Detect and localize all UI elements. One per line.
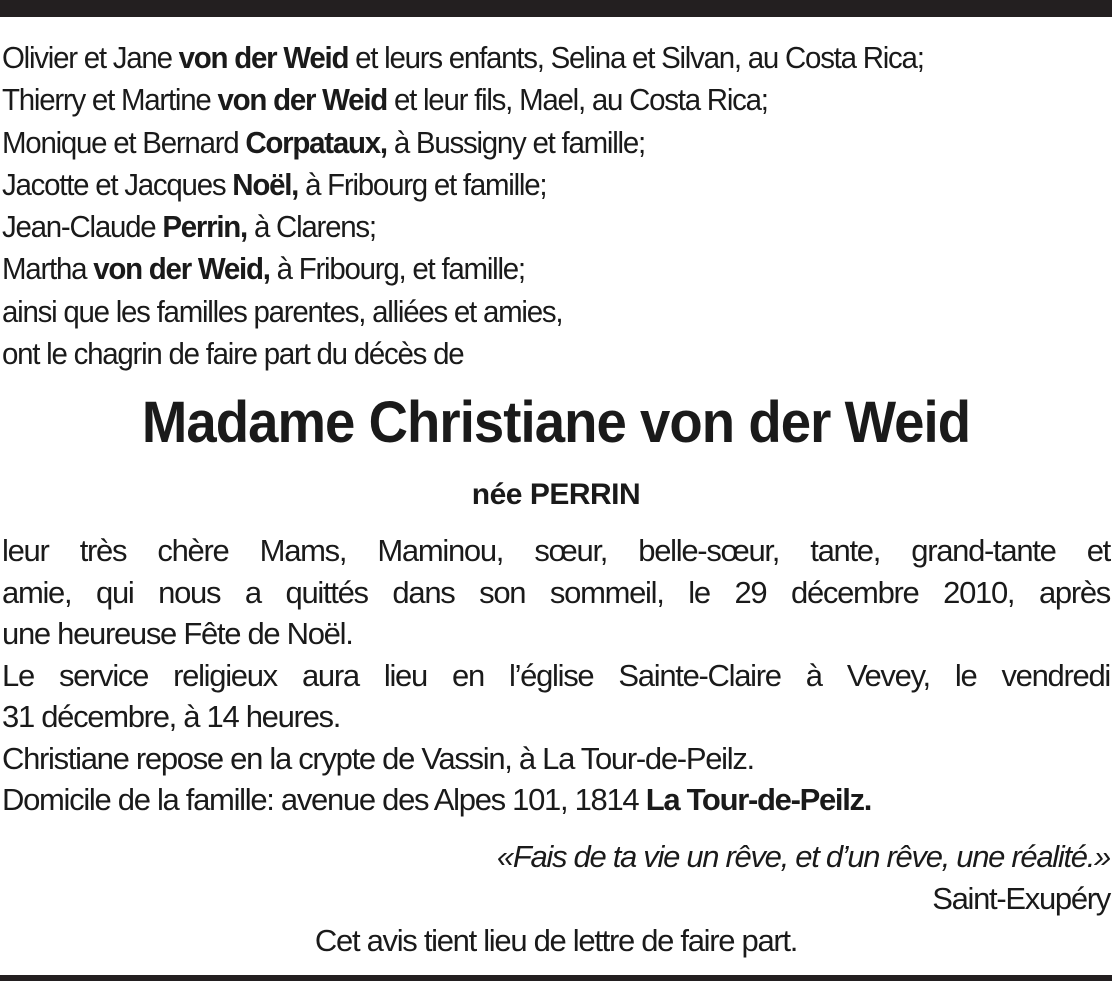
family-line-text: à Fribourg et famille; [298, 166, 547, 202]
family-line-text: Jean-Claude [2, 209, 163, 245]
quote: «Fais de ta vie un rêve, et d’un rêve, une réalité.» [496, 839, 1110, 874]
family-surname: von der Weid [178, 40, 349, 75]
family-list [2, 37, 1055, 375]
family-line-text: Jacotte et Jacques [2, 166, 233, 202]
family-surname: von der Weid, [93, 251, 270, 287]
domicile-text: Domicile de la famille: avenue des Alpes 101, 1814 [2, 782, 646, 817]
body-line: 31 décembre, à 14 heures. [2, 699, 341, 734]
maiden-name: née PERRIN [471, 478, 641, 511]
family-surname: von der Weid [217, 82, 388, 118]
family-line-text: Olivier et Jane [2, 40, 179, 75]
family-line-text: à Clarens; [247, 209, 376, 245]
family-line-text: et leur fils, Mael, au Costa Rica; [387, 82, 768, 118]
family-line [2, 248, 1055, 290]
domicile-line [2, 779, 1110, 821]
top-rule [0, 0, 1112, 17]
family-line [2, 79, 1055, 121]
body-line: une heureuse Fête de Noël. [2, 616, 353, 651]
closing-note: Cet avis tient lieu de lettre de faire part. [314, 923, 798, 958]
quote-author: Saint-Exupéry [932, 881, 1110, 916]
domicile-town: La Tour-de-Peilz. [645, 782, 872, 817]
family-line-text: Monique et Bernard [2, 124, 246, 160]
body-line: Le service religieux aura lieu en l’église Sainte-Claire à Vevey, le vendredi [2, 657, 1110, 693]
family-line [2, 164, 1055, 206]
family-line-text: et leurs enfants, Selina et Silvan, au Costa Rica; [348, 40, 924, 75]
deceased-name: Madame Christiane von der Weid [141, 390, 971, 455]
family-surname: Perrin, [162, 209, 248, 245]
body-line: leur très chère Mams, Maminou, sœur, belle-sœur, tante, grand-tante et [2, 533, 1110, 568]
body-line: Christiane repose en la crypte de Vassin, à La Tour-de-Peilz. [2, 740, 754, 776]
body-line: amie, qui nous a quittés dans son sommeil, le 29 décembre 2010, après [2, 574, 1110, 610]
family-line-text: Martha [2, 251, 94, 287]
family-line [2, 206, 1055, 248]
family-line-text: ainsi que les familles parentes, alliées et amies, [2, 293, 563, 329]
family-line [2, 291, 1055, 333]
family-line-text: à Fribourg, et famille; [269, 251, 525, 287]
family-line-text: ont le chagrin de faire part du décès de [2, 336, 464, 372]
family-surname: Noël, [232, 166, 299, 202]
announcement-body [2, 530, 1110, 821]
family-line [2, 333, 1055, 375]
family-line [2, 37, 1055, 79]
family-line [2, 122, 1055, 164]
family-line-text: à Bussigny et famille; [386, 124, 645, 160]
family-line-text: Thierry et Martine [2, 82, 218, 118]
bottom-rule [0, 975, 1112, 981]
family-surname: Corpataux, [245, 124, 387, 160]
